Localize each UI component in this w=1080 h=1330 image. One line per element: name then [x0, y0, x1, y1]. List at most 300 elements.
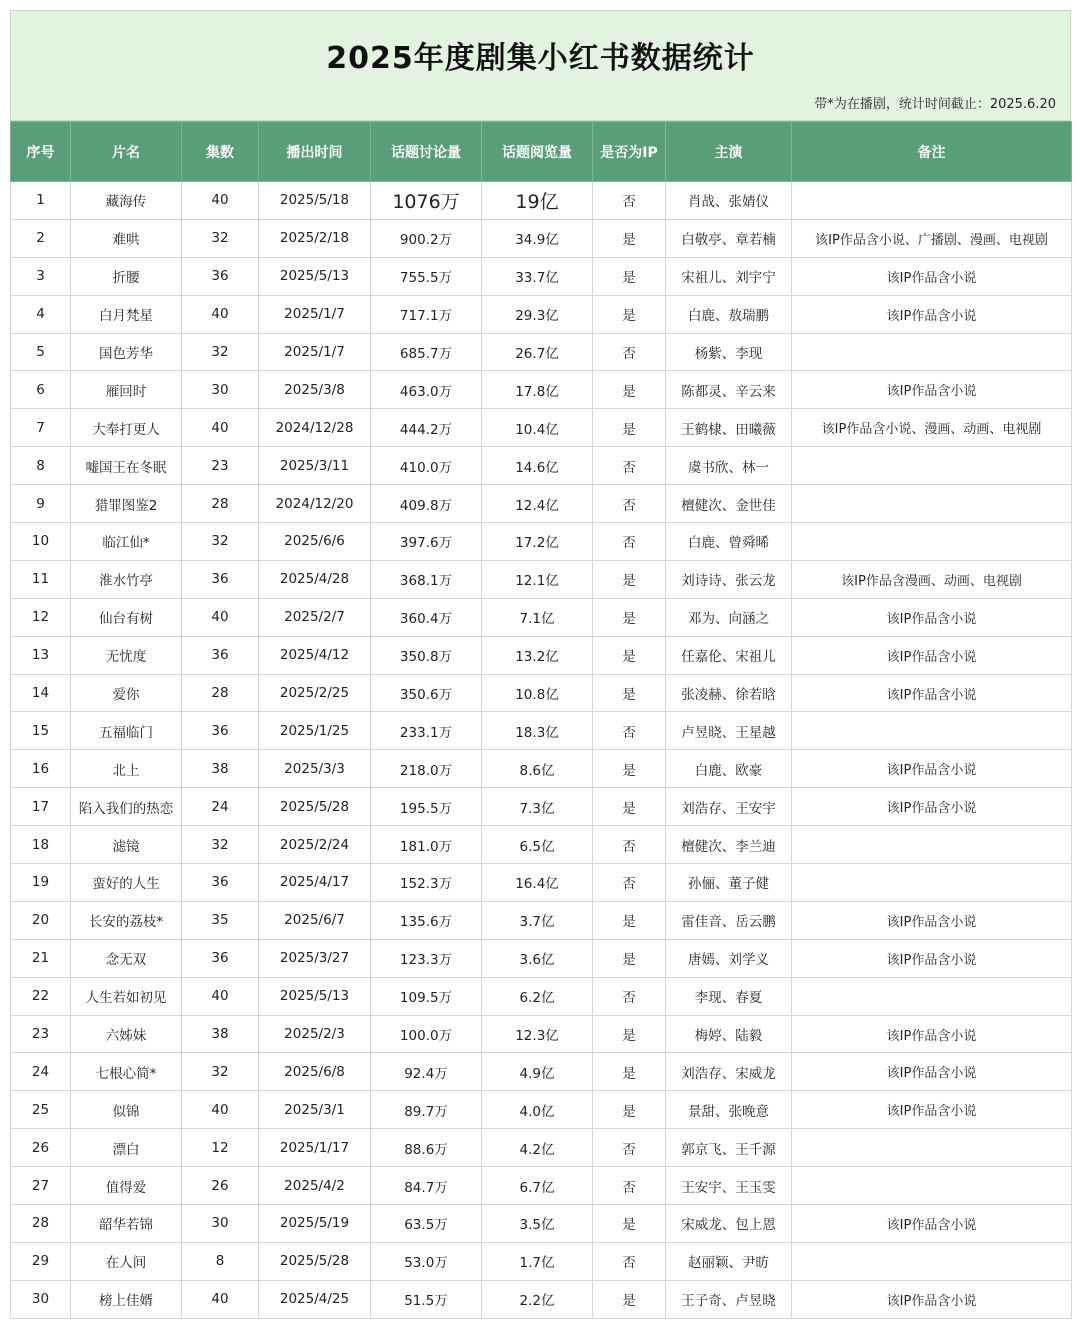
cell-index: 2	[11, 219, 71, 257]
cell-notes	[792, 864, 1072, 902]
cell-views: 34.9亿	[482, 219, 593, 257]
cell-views: 12.3亿	[482, 1015, 593, 1053]
cell-views: 12.4亿	[482, 485, 593, 523]
cell-cast: 郭京飞、王千源	[666, 1129, 792, 1167]
cell-notes	[792, 977, 1072, 1015]
cell-discussion: 410.0万	[371, 447, 482, 485]
cell-air-date: 2025/2/18	[259, 219, 371, 257]
cell-title: 临江仙*	[71, 523, 182, 561]
cell-is-ip: 否	[593, 826, 666, 864]
cell-is-ip: 是	[593, 560, 666, 598]
col-header-notes: 备注	[792, 122, 1072, 182]
cell-notes: 该IP作品含小说	[792, 295, 1072, 333]
cell-episodes: 38	[182, 750, 259, 788]
cell-notes: 该IP作品含小说	[792, 939, 1072, 977]
table-row	[11, 1242, 1072, 1280]
cell-is-ip: 是	[593, 750, 666, 788]
cell-index: 11	[11, 560, 71, 598]
cell-notes	[792, 1167, 1072, 1205]
cell-cast: 赵丽颖、尹昉	[666, 1242, 792, 1280]
cell-is-ip: 否	[593, 182, 666, 220]
cell-title: 似锦	[71, 1091, 182, 1129]
cell-views: 3.7亿	[482, 901, 593, 939]
cell-air-date: 2025/3/27	[259, 939, 371, 977]
cell-views: 7.1亿	[482, 598, 593, 636]
cell-index: 9	[11, 485, 71, 523]
cell-title: 藏海传	[71, 182, 182, 220]
cell-air-date: 2025/3/11	[259, 447, 371, 485]
cell-episodes: 30	[182, 1205, 259, 1243]
col-header-index: 序号	[11, 122, 71, 182]
cell-cast: 卢昱晓、王星越	[666, 712, 792, 750]
cell-episodes: 32	[182, 333, 259, 371]
cell-air-date: 2025/5/18	[259, 182, 371, 220]
cell-episodes: 36	[182, 712, 259, 750]
table-row	[11, 901, 1072, 939]
cell-index: 28	[11, 1205, 71, 1243]
cell-cast: 刘浩存、宋威龙	[666, 1053, 792, 1091]
cell-notes: 该IP作品含小说、漫画、动画、电视剧	[792, 409, 1072, 447]
cell-air-date: 2025/4/2	[259, 1167, 371, 1205]
cell-discussion: 444.2万	[371, 409, 482, 447]
cell-discussion: 397.6万	[371, 523, 482, 561]
cell-episodes: 38	[182, 1015, 259, 1053]
cell-is-ip: 是	[593, 1053, 666, 1091]
cell-views: 1.7亿	[482, 1242, 593, 1280]
cell-episodes: 28	[182, 674, 259, 712]
col-header-air-date: 播出时间	[259, 122, 371, 182]
table-row	[11, 447, 1072, 485]
cell-cast: 杨紫、李现	[666, 333, 792, 371]
col-header-title: 片名	[71, 122, 182, 182]
cell-episodes: 32	[182, 826, 259, 864]
cell-title: 仙台有树	[71, 598, 182, 636]
cell-title: 在人间	[71, 1242, 182, 1280]
cell-index: 25	[11, 1091, 71, 1129]
cell-cast: 孙俪、董子健	[666, 864, 792, 902]
cell-discussion: 218.0万	[371, 750, 482, 788]
cell-views: 12.1亿	[482, 560, 593, 598]
cell-air-date: 2025/2/3	[259, 1015, 371, 1053]
cell-views: 10.4亿	[482, 409, 593, 447]
cell-views: 6.2亿	[482, 977, 593, 1015]
cell-cast: 刘浩存、王安宇	[666, 788, 792, 826]
cell-notes	[792, 826, 1072, 864]
cell-title: 人生若如初见	[71, 977, 182, 1015]
cell-discussion: 51.5万	[371, 1280, 482, 1318]
cell-cast: 任嘉伦、宋祖儿	[666, 636, 792, 674]
cell-views: 4.9亿	[482, 1053, 593, 1091]
cell-discussion: 84.7万	[371, 1167, 482, 1205]
cell-is-ip: 否	[593, 864, 666, 902]
cell-cast: 景甜、张晚意	[666, 1091, 792, 1129]
cell-views: 10.8亿	[482, 674, 593, 712]
cell-is-ip: 否	[593, 1242, 666, 1280]
cell-discussion: 717.1万	[371, 295, 482, 333]
cell-title: 陷入我们的热恋	[71, 788, 182, 826]
cell-is-ip: 是	[593, 371, 666, 409]
cell-cast: 张凌赫、徐若晗	[666, 674, 792, 712]
cell-views: 8.6亿	[482, 750, 593, 788]
table-row	[11, 939, 1072, 977]
cell-is-ip: 否	[593, 977, 666, 1015]
cell-views: 29.3亿	[482, 295, 593, 333]
cell-views: 6.7亿	[482, 1167, 593, 1205]
cell-episodes: 23	[182, 447, 259, 485]
cell-index: 14	[11, 674, 71, 712]
cell-air-date: 2025/5/19	[259, 1205, 371, 1243]
cell-notes	[792, 712, 1072, 750]
cell-index: 8	[11, 447, 71, 485]
cell-cast: 肖战、张婧仪	[666, 182, 792, 220]
cell-air-date: 2025/6/8	[259, 1053, 371, 1091]
cell-air-date: 2024/12/20	[259, 485, 371, 523]
title-banner	[10, 10, 1071, 121]
cell-views: 14.6亿	[482, 447, 593, 485]
cell-cast: 唐嫣、刘学义	[666, 939, 792, 977]
cell-views: 17.2亿	[482, 523, 593, 561]
cell-views: 13.2亿	[482, 636, 593, 674]
cell-discussion: 152.3万	[371, 864, 482, 902]
cell-is-ip: 是	[593, 295, 666, 333]
cell-index: 7	[11, 409, 71, 447]
cell-episodes: 24	[182, 788, 259, 826]
cell-index: 26	[11, 1129, 71, 1167]
cell-episodes: 40	[182, 598, 259, 636]
cell-air-date: 2025/5/13	[259, 257, 371, 295]
table-row	[11, 750, 1072, 788]
table-row	[11, 1129, 1072, 1167]
cell-index: 20	[11, 901, 71, 939]
cell-cast: 檀健次、李兰迪	[666, 826, 792, 864]
cell-episodes: 32	[182, 523, 259, 561]
cell-discussion: 123.3万	[371, 939, 482, 977]
cell-views: 16.4亿	[482, 864, 593, 902]
cell-notes: 该IP作品含小说	[792, 750, 1072, 788]
cell-episodes: 40	[182, 182, 259, 220]
cell-title: 国色芳华	[71, 333, 182, 371]
cell-title: 白月梵星	[71, 295, 182, 333]
cell-cast: 王鹤棣、田曦薇	[666, 409, 792, 447]
cell-air-date: 2025/5/13	[259, 977, 371, 1015]
cell-discussion: 89.7万	[371, 1091, 482, 1129]
cell-views: 4.2亿	[482, 1129, 593, 1167]
cell-notes	[792, 1242, 1072, 1280]
cell-episodes: 32	[182, 1053, 259, 1091]
cell-notes: 该IP作品含小说	[792, 1205, 1072, 1243]
cell-episodes: 40	[182, 409, 259, 447]
cell-air-date: 2025/3/8	[259, 371, 371, 409]
table-row	[11, 182, 1072, 220]
cell-views: 4.0亿	[482, 1091, 593, 1129]
table-row	[11, 598, 1072, 636]
cell-index: 17	[11, 788, 71, 826]
cell-cast: 白鹿、敖瑞鹏	[666, 295, 792, 333]
cell-title: 五福临门	[71, 712, 182, 750]
cell-is-ip: 是	[593, 1091, 666, 1129]
cell-cast: 白敬亭、章若楠	[666, 219, 792, 257]
cell-title: 蛮好的人生	[71, 864, 182, 902]
cell-notes	[792, 523, 1072, 561]
cell-notes: 该IP作品含小说、广播剧、漫画、电视剧	[792, 219, 1072, 257]
cell-discussion: 409.8万	[371, 485, 482, 523]
cell-cast: 檀健次、金世佳	[666, 485, 792, 523]
cell-title: 淮水竹亭	[71, 560, 182, 598]
cell-title: 滤镜	[71, 826, 182, 864]
cell-discussion: 685.7万	[371, 333, 482, 371]
cell-is-ip: 是	[593, 939, 666, 977]
cell-index: 4	[11, 295, 71, 333]
cell-air-date: 2025/2/25	[259, 674, 371, 712]
table-row	[11, 1015, 1072, 1053]
cell-is-ip: 否	[593, 712, 666, 750]
table-row	[11, 219, 1072, 257]
table-row	[11, 560, 1072, 598]
cell-notes: 该IP作品含小说	[792, 371, 1072, 409]
cell-air-date: 2024/12/28	[259, 409, 371, 447]
cell-title: 六姊妹	[71, 1015, 182, 1053]
col-header-discussion: 话题讨论量	[371, 122, 482, 182]
cell-episodes: 28	[182, 485, 259, 523]
table-row	[11, 1091, 1072, 1129]
cell-notes: 该IP作品含小说	[792, 257, 1072, 295]
cell-index: 1	[11, 182, 71, 220]
cell-episodes: 36	[182, 257, 259, 295]
cell-notes	[792, 485, 1072, 523]
cell-is-ip: 是	[593, 598, 666, 636]
cell-index: 12	[11, 598, 71, 636]
table-row	[11, 1280, 1072, 1318]
table-row	[11, 1053, 1072, 1091]
cell-air-date: 2025/5/28	[259, 788, 371, 826]
cell-air-date: 2025/6/6	[259, 523, 371, 561]
cell-notes: 该IP作品含小说	[792, 598, 1072, 636]
cell-index: 19	[11, 864, 71, 902]
cell-discussion: 92.4万	[371, 1053, 482, 1091]
cell-cast: 邓为、向涵之	[666, 598, 792, 636]
cell-cast: 白鹿、曾舜晞	[666, 523, 792, 561]
cell-is-ip: 是	[593, 219, 666, 257]
cell-discussion: 195.5万	[371, 788, 482, 826]
cell-discussion: 350.8万	[371, 636, 482, 674]
cell-index: 21	[11, 939, 71, 977]
cell-index: 6	[11, 371, 71, 409]
cell-is-ip: 是	[593, 1205, 666, 1243]
cell-cast: 陈都灵、辛云来	[666, 371, 792, 409]
page-subtitle: 带*为在播剧，统计时间截止：2025.6.20	[814, 97, 1056, 112]
cell-index: 27	[11, 1167, 71, 1205]
cell-air-date: 2025/4/28	[259, 560, 371, 598]
cell-air-date: 2025/4/25	[259, 1280, 371, 1318]
table-row	[11, 674, 1072, 712]
cell-is-ip: 否	[593, 1167, 666, 1205]
cell-views: 17.8亿	[482, 371, 593, 409]
cell-views: 26.7亿	[482, 333, 593, 371]
cell-index: 23	[11, 1015, 71, 1053]
cell-episodes: 36	[182, 560, 259, 598]
cell-title: 念无双	[71, 939, 182, 977]
cell-air-date: 2025/1/7	[259, 333, 371, 371]
cell-index: 18	[11, 826, 71, 864]
cell-discussion: 135.6万	[371, 901, 482, 939]
table-row	[11, 409, 1072, 447]
cell-cast: 雷佳音、岳云鹏	[666, 901, 792, 939]
cell-discussion: 88.6万	[371, 1129, 482, 1167]
cell-title: 雁回时	[71, 371, 182, 409]
cell-is-ip: 是	[593, 901, 666, 939]
col-header-is-ip: 是否为IP	[593, 122, 666, 182]
cell-episodes: 8	[182, 1242, 259, 1280]
cell-index: 29	[11, 1242, 71, 1280]
cell-index: 24	[11, 1053, 71, 1091]
cell-notes: 该IP作品含小说	[792, 788, 1072, 826]
cell-air-date: 2025/2/24	[259, 826, 371, 864]
cell-discussion: 463.0万	[371, 371, 482, 409]
cell-views: 18.3亿	[482, 712, 593, 750]
table-row	[11, 826, 1072, 864]
cell-notes	[792, 1129, 1072, 1167]
cell-is-ip: 是	[593, 257, 666, 295]
cell-discussion: 755.5万	[371, 257, 482, 295]
cell-cast: 王子奇、卢昱晓	[666, 1280, 792, 1318]
cell-episodes: 40	[182, 1280, 259, 1318]
cell-discussion: 368.1万	[371, 560, 482, 598]
cell-air-date: 2025/1/7	[259, 295, 371, 333]
cell-is-ip: 是	[593, 409, 666, 447]
cell-index: 22	[11, 977, 71, 1015]
cell-air-date: 2025/6/7	[259, 901, 371, 939]
table-row	[11, 333, 1072, 371]
table-row	[11, 636, 1072, 674]
cell-notes: 该IP作品含小说	[792, 901, 1072, 939]
cell-discussion: 53.0万	[371, 1242, 482, 1280]
data-table	[10, 121, 1072, 1319]
cell-is-ip: 是	[593, 636, 666, 674]
cell-cast: 王安宇、王玉雯	[666, 1167, 792, 1205]
cell-index: 5	[11, 333, 71, 371]
table-row	[11, 1167, 1072, 1205]
cell-episodes: 35	[182, 901, 259, 939]
cell-is-ip: 否	[593, 333, 666, 371]
cell-index: 15	[11, 712, 71, 750]
cell-title: 值得爱	[71, 1167, 182, 1205]
table-row	[11, 295, 1072, 333]
cell-notes: 该IP作品含小说	[792, 674, 1072, 712]
cell-index: 10	[11, 523, 71, 561]
cell-index: 3	[11, 257, 71, 295]
cell-title: 七根心简*	[71, 1053, 182, 1091]
cell-title: 大奉打更人	[71, 409, 182, 447]
cell-air-date: 2025/5/28	[259, 1242, 371, 1280]
cell-discussion: 900.2万	[371, 219, 482, 257]
cell-cast: 宋祖儿、刘宇宁	[666, 257, 792, 295]
cell-is-ip: 否	[593, 447, 666, 485]
cell-title: 长安的荔枝*	[71, 901, 182, 939]
cell-air-date: 2025/4/17	[259, 864, 371, 902]
cell-discussion: 63.5万	[371, 1205, 482, 1243]
cell-notes	[792, 447, 1072, 485]
cell-views: 19亿	[482, 182, 593, 220]
cell-views: 7.3亿	[482, 788, 593, 826]
cell-title: 爱你	[71, 674, 182, 712]
cell-notes	[792, 182, 1072, 220]
cell-episodes: 30	[182, 371, 259, 409]
cell-discussion: 109.5万	[371, 977, 482, 1015]
cell-episodes: 40	[182, 977, 259, 1015]
cell-title: 嘘国王在冬眠	[71, 447, 182, 485]
cell-notes: 该IP作品含小说	[792, 636, 1072, 674]
cell-discussion: 233.1万	[371, 712, 482, 750]
cell-cast: 白鹿、欧豪	[666, 750, 792, 788]
cell-notes	[792, 333, 1072, 371]
cell-views: 2.2亿	[482, 1280, 593, 1318]
table-row	[11, 485, 1072, 523]
col-header-cast: 主演	[666, 122, 792, 182]
cell-notes: 该IP作品含小说	[792, 1280, 1072, 1318]
cell-views: 33.7亿	[482, 257, 593, 295]
cell-air-date: 2025/2/7	[259, 598, 371, 636]
cell-cast: 宋威龙、包上恩	[666, 1205, 792, 1243]
cell-title: 漂白	[71, 1129, 182, 1167]
cell-episodes: 32	[182, 219, 259, 257]
cell-cast: 刘诗诗、张云龙	[666, 560, 792, 598]
cell-is-ip: 是	[593, 788, 666, 826]
cell-episodes: 40	[182, 1091, 259, 1129]
cell-episodes: 26	[182, 1167, 259, 1205]
cell-cast: 梅婷、陆毅	[666, 1015, 792, 1053]
col-header-views: 话题阅览量	[482, 122, 593, 182]
cell-discussion: 181.0万	[371, 826, 482, 864]
page-title: 2025年度剧集小红书数据统计	[326, 41, 755, 76]
cell-cast: 虞书欣、林一	[666, 447, 792, 485]
table-row	[11, 977, 1072, 1015]
cell-discussion: 100.0万	[371, 1015, 482, 1053]
cell-index: 16	[11, 750, 71, 788]
cell-discussion: 350.6万	[371, 674, 482, 712]
cell-index: 13	[11, 636, 71, 674]
cell-title: 榜上佳婿	[71, 1280, 182, 1318]
cell-episodes: 36	[182, 864, 259, 902]
cell-episodes: 36	[182, 636, 259, 674]
table-row	[11, 1205, 1072, 1243]
cell-air-date: 2025/1/17	[259, 1129, 371, 1167]
cell-notes: 该IP作品含小说	[792, 1053, 1072, 1091]
cell-views: 6.5亿	[482, 826, 593, 864]
cell-air-date: 2025/4/12	[259, 636, 371, 674]
cell-title: 难哄	[71, 219, 182, 257]
cell-episodes: 36	[182, 939, 259, 977]
cell-notes: 该IP作品含小说	[792, 1091, 1072, 1129]
cell-title: 折腰	[71, 257, 182, 295]
table-row	[11, 523, 1072, 561]
cell-air-date: 2025/1/25	[259, 712, 371, 750]
cell-is-ip: 是	[593, 1015, 666, 1053]
table-row	[11, 257, 1072, 295]
cell-discussion: 360.4万	[371, 598, 482, 636]
cell-title: 无忧度	[71, 636, 182, 674]
cell-is-ip: 否	[593, 1129, 666, 1167]
table-row	[11, 371, 1072, 409]
header-row	[11, 122, 1072, 182]
cell-air-date: 2025/3/3	[259, 750, 371, 788]
cell-is-ip: 是	[593, 674, 666, 712]
cell-title: 猎罪图鉴2	[71, 485, 182, 523]
cell-index: 30	[11, 1280, 71, 1318]
table-row	[11, 864, 1072, 902]
cell-is-ip: 是	[593, 1280, 666, 1318]
cell-title: 韶华若锦	[71, 1205, 182, 1243]
table-row	[11, 788, 1072, 826]
